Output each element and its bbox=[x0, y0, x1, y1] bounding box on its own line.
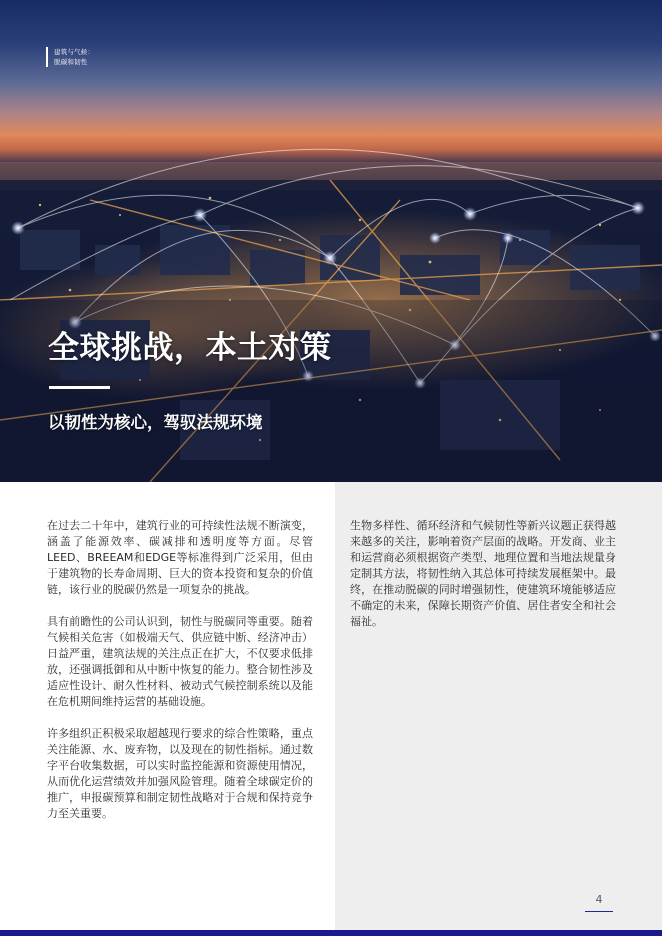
paragraph: 在过去二十年中，建筑行业的可持续性法规不断演变，涵盖了能源效率、碳减排和透明度等方面。尽管LEED、BREEAM和EDGE等标准得到广泛采用，但由于建筑物的长寿命周期、巨大的资本投资和复杂的价值链，该行业的脱碳仍然是一项复杂的挑战。 bbox=[47, 519, 313, 596]
page-number-underline bbox=[585, 911, 613, 912]
title-underline bbox=[49, 386, 110, 389]
breadcrumb-line-1: 建筑与气候： bbox=[54, 48, 95, 56]
page-number: 4 bbox=[595, 893, 603, 906]
right-column bbox=[350, 518, 616, 646]
left-column bbox=[47, 518, 313, 838]
paragraph: 许多组织正积极采取超越现行要求的综合性策略，重点关注能源、水、废弃物，以及现在的韧性指标。通过数字平台收集数据，可以实时监控能源和资源使用情况，从而优化运营绩效并加强风险管理。随着全球碳定价的推广，申报碳预算和制定韧性战略对于合规和保持竞争力至关重要。 bbox=[47, 727, 313, 820]
breadcrumb-line-2: 脱碳和韧性 bbox=[54, 58, 88, 66]
paragraph: 生物多样性、循环经济和气候韧性等新兴议题正获得越来越多的关注，影响着资产层面的战略。开发商、业主和运营商必须根据资产类型、地理位置和当地法规量身定制其方法，将韧性纳入其总体可持续发展框架中。最终，在推动脱碳的同时增强韧性，使建筑环境能够适应不确定的未来，保障长期资产价值、居住者安全和社会福祉。 bbox=[350, 519, 616, 628]
section-breadcrumb bbox=[46, 47, 94, 67]
page-title: 全球挑战，本土对策 bbox=[48, 330, 332, 366]
paragraph: 具有前瞻性的公司认识到，韧性与脱碳同等重要。随着气候相关危害（如极端天气、供应链中断、经济冲击）日益严重，建筑法规的关注点正在扩大，不仅要求低排放，还强调抵御和从中断中恢复的能力。整合韧性涉及适应性设计、耐久性材料、被动式气候控制系统以及能在危机期间维持运营的基础设施。 bbox=[47, 615, 313, 708]
page-subtitle: 以韧性为核心，驾驭法规环境 bbox=[48, 413, 263, 432]
footer-bar bbox=[0, 930, 662, 936]
